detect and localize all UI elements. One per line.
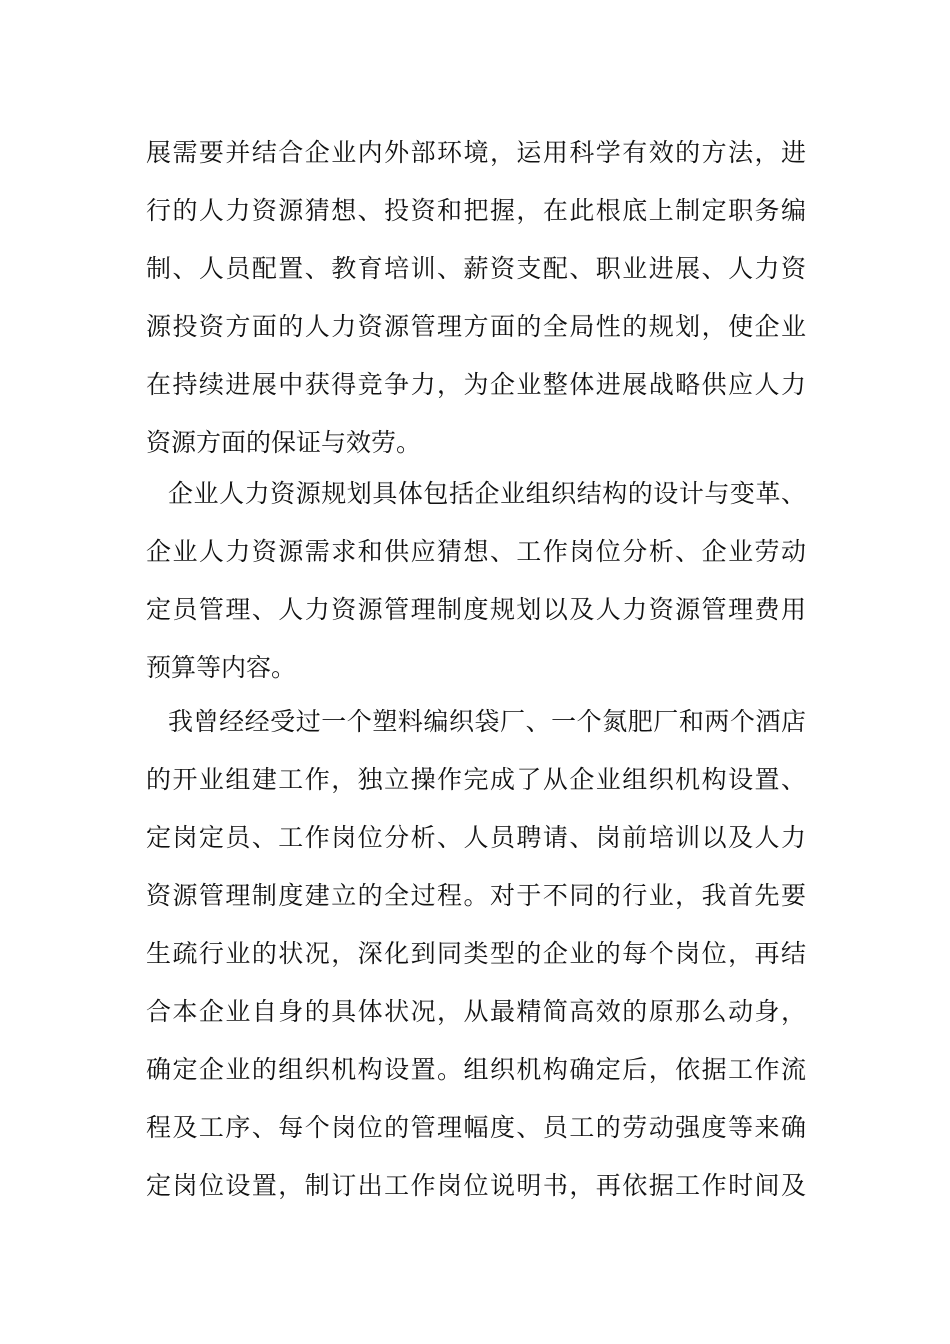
paragraph-2 (146, 465, 806, 697)
text-line: 企业人力资源规划具体包括企业组织结构的设计与变革、 (168, 479, 806, 508)
text-line: 确定企业的组织机构设置。组织机构确定后，依据工作流 (146, 1055, 806, 1084)
text-line: 定员管理、人力资源管理制度规划以及人力资源管理费用 (146, 595, 806, 624)
text-line: 预算等内容。 (146, 653, 297, 682)
text-line: 程及工序、每个岗位的管理幅度、员工的劳动强度等来确 (146, 1113, 806, 1142)
text-line: 在持续进展中获得竞争力，为企业整体进展战略供应人力 (146, 370, 806, 399)
text-line: 的开业组建工作，独立操作完成了从企业组织机构设置、 (146, 765, 806, 794)
text-line: 企业人力资源需求和供应猜想、工作岗位分析、企业劳动 (146, 537, 806, 566)
text-line: 生疏行业的状况，深化到同类型的企业的每个岗位，再结 (146, 939, 806, 968)
text-line: 资源管理制度建立的全过程。对于不同的行业，我首先要 (146, 881, 806, 910)
text-line: 定岗定员、工作岗位分析、人员聘请、岗前培训以及人力 (146, 823, 806, 852)
text-line: 定岗位设置，制订出工作岗位说明书，再依据工作时间及 (146, 1171, 806, 1200)
text-line: 合本企业自身的具体状况，从最精简高效的原那么动身， (146, 997, 806, 1026)
text-line: 制、人员配置、教育培训、薪资支配、职业进展、人力资 (146, 254, 806, 283)
text-line: 行的人力资源猜想、投资和把握，在此根底上制定职务编 (146, 196, 806, 225)
text-line: 资源方面的保证与效劳。 (146, 428, 422, 457)
paragraph-3 (146, 693, 806, 1215)
text-line: 我曾经经受过一个塑料编织袋厂、一个氮肥厂和两个酒店 (168, 707, 806, 736)
paragraph-1 (146, 124, 806, 472)
text-line: 展需要并结合企业内外部环境，运用科学有效的方法，进 (146, 138, 806, 167)
text-line: 源投资方面的人力资源管理方面的全局性的规划，使企业 (146, 312, 806, 341)
